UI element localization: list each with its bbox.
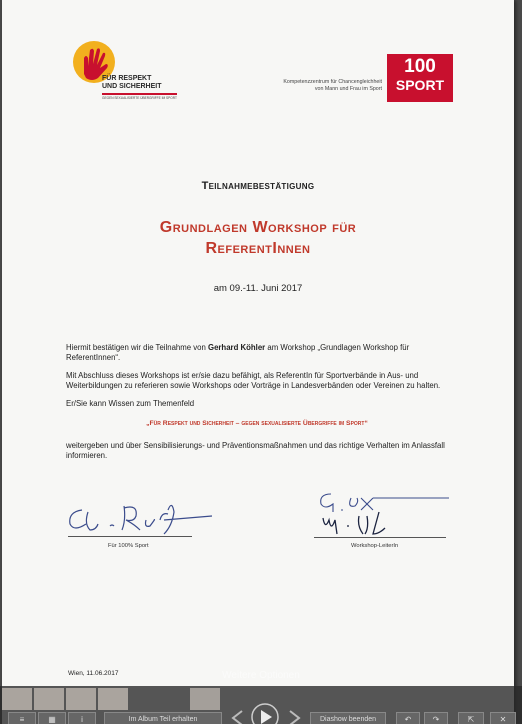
thumbnail[interactable] xyxy=(190,688,220,710)
play-icon[interactable] xyxy=(250,702,280,724)
album-button[interactable]: Im Album Teil erhalten xyxy=(104,712,222,724)
paragraph-1 xyxy=(66,343,448,363)
grid-button[interactable]: ▦ xyxy=(38,712,66,724)
close-button[interactable]: ✕ xyxy=(490,712,516,724)
signature-left xyxy=(64,490,224,535)
respect-logo-sub: GEGEN SEXUALISIERTE ÜBERGRIFFE IM SPORT xyxy=(102,93,177,100)
thumbnail[interactable] xyxy=(34,688,64,710)
rotate-right-button[interactable]: ↷ xyxy=(424,712,448,724)
document-kicker xyxy=(2,180,514,192)
signature-left-scribble xyxy=(64,490,224,535)
end-slideshow-button[interactable]: Diashow beenden xyxy=(310,712,386,724)
signature-left-caption: Für 100% Sport xyxy=(108,543,149,549)
sport-logo xyxy=(387,54,453,102)
respect-logo xyxy=(72,40,187,102)
menu-button[interactable]: ≡ xyxy=(8,712,36,724)
paragraph-2: Mit Abschluss dieses Workshops ist er/sie dazu befähigt, als ReferentIn für Sportverbände in Aus- und Weiterbildungen zu referieren sowie Workshops oder Vorträge in Landesverbänden oder Vereinen zu halten. xyxy=(66,371,441,390)
info-button[interactable]: i xyxy=(68,712,96,724)
para1-post: am Workshop „Grundlagen Workshop für ReferentInnen“. xyxy=(66,343,410,362)
signature-right xyxy=(307,490,452,535)
rotate-left-button[interactable]: ↶ xyxy=(396,712,420,724)
signature-right-scribble xyxy=(307,490,452,540)
participant-name: Gerhard Köhler xyxy=(208,343,266,352)
respect-logo-line1: FÜR RESPEKT xyxy=(102,75,152,82)
workshop-date: am 09.-11. Juni 2017 xyxy=(213,283,303,294)
paragraph-3: Er/Sie kann Wissen zum Themenfeld xyxy=(66,399,195,408)
certificate-page xyxy=(2,0,514,724)
document-title xyxy=(2,217,514,259)
thumbnail[interactable] xyxy=(66,688,96,710)
certificate-body xyxy=(66,343,448,469)
center-org-line2: von Mann und Frau im Sport xyxy=(314,86,382,92)
respect-logo-line2: UND SICHERHEIT xyxy=(102,83,162,90)
sport-logo-number: 100 xyxy=(404,56,436,77)
motto: „Für Respekt und Sicherheit – gegen sexualisierte Übergriffe im Sport“ xyxy=(146,420,368,427)
signature-left-line xyxy=(68,536,192,537)
para1-pre: Hiermit bestätigen wir die Teilnahme von xyxy=(66,343,208,352)
title-line2: ReferentInnen xyxy=(205,240,311,257)
paragraph-4: weitergeben und über Sensibilisierungs- und Präventionsmaßnahmen und das richtige Verhalten im Anlassfall informieren. xyxy=(66,441,445,460)
prev-icon[interactable] xyxy=(228,708,248,724)
next-icon[interactable] xyxy=(284,708,304,724)
signature-right-line xyxy=(314,537,446,538)
title-line1: Grundlagen Workshop für xyxy=(159,219,357,236)
place-date: Wien, 11.06.2017 xyxy=(68,670,119,677)
thumbnail[interactable] xyxy=(98,688,128,710)
thumbnail[interactable] xyxy=(2,688,32,710)
more-options-hint[interactable]: Weitere Optionen xyxy=(222,670,300,681)
sport-logo-word: SPORT xyxy=(395,77,445,93)
share-button[interactable]: ⇱ xyxy=(458,712,484,724)
center-org-line1: Kompetenzzentrum für Chancengleichheit xyxy=(283,79,382,85)
signature-right-caption: Workshop-LeiterIn xyxy=(351,543,399,549)
kicker-text: Teilnahmebestätigung xyxy=(201,180,315,192)
center-org-text xyxy=(258,79,382,93)
